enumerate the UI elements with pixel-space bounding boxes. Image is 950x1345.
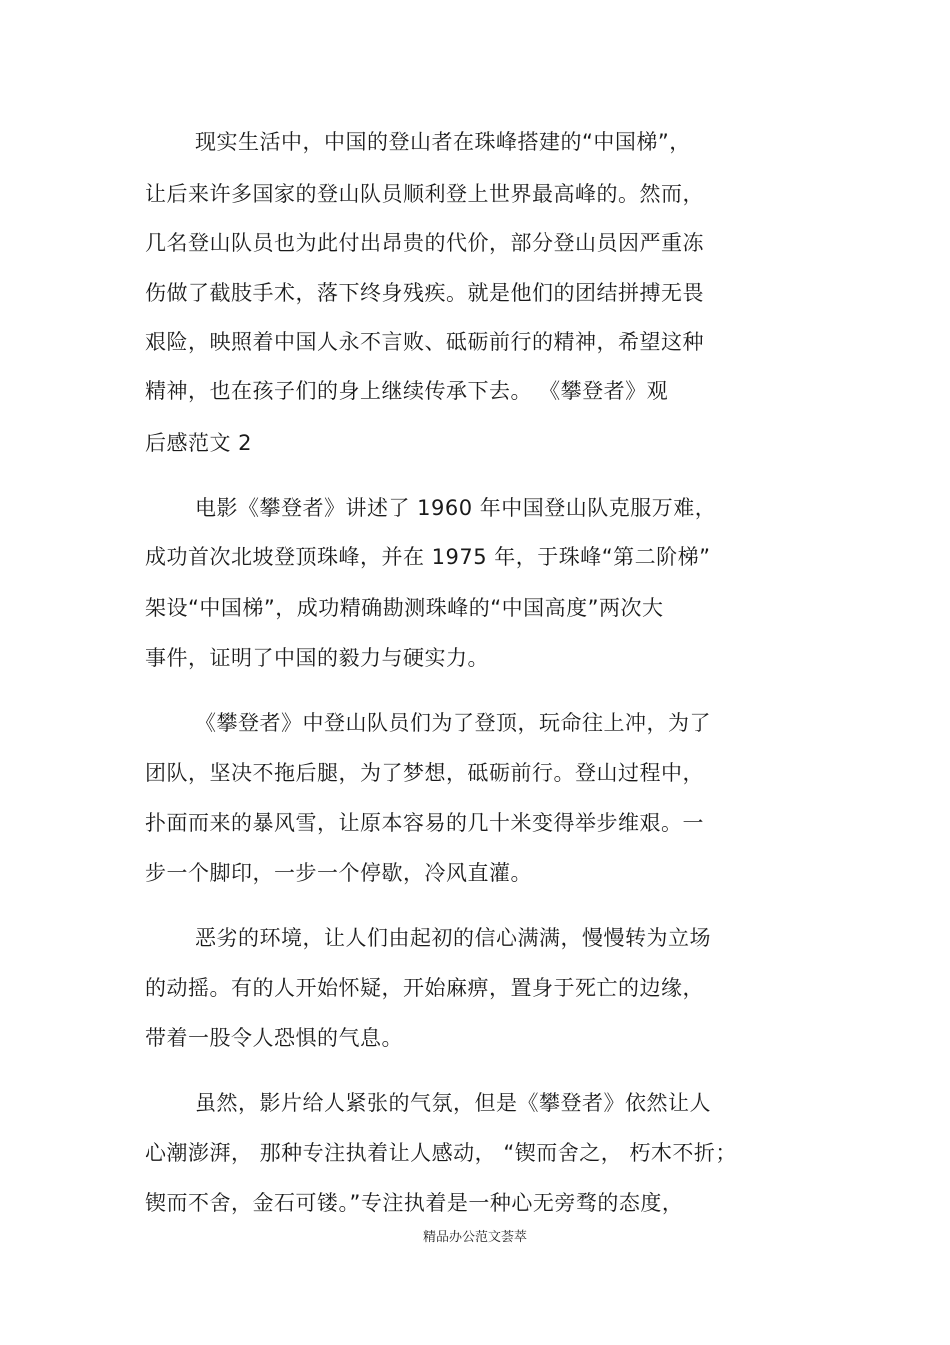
text-line: 几名登山队员也为此付出昂贵的代价，部分登山员因严重冻 [145,231,704,255]
text-line: 《攀登者》中登山队员们为了登顶，玩命往上冲，为了 [195,711,711,735]
text-line: 带着一股令人恐惧的气息。 [145,1026,403,1050]
text-line: 精神，也在孩子们的身上继续传承下去。 《攀登者》观 [145,379,669,403]
text-line: 的动摇。有的人开始怀疑，开始麻痹，置身于死亡的边缘， [145,976,704,1000]
text-line: 后感范文 2 [145,431,253,455]
text-line: 恶劣的环境，让人们由起初的信心满满，慢慢转为立场 [195,926,711,950]
text-line: 步一个脚印，一步一个停歇，冷风直灌。 [145,861,532,885]
text-line: 成功首次北坡登顶珠峰，并在 1975 年，于珠峰“第二阶梯” [145,545,711,569]
text-line: 心潮澎湃， 那种专注执着让人感动， “锲而舍之， 朽木不折； [145,1141,737,1165]
page-footer: 精品办公范文荟萃 [422,1230,527,1245]
text-line: 让后来许多国家的登山队员顺利登上世界最高峰的。然而， [145,182,704,206]
text-line: 团队，坚决不拖后腿，为了梦想，砥砺前行。登山过程中， [145,761,704,785]
text-line: 伤做了截肢手术，落下终身残疾。就是他们的团结拼搏无畏 [145,281,704,305]
text-line: 事件，证明了中国的毅力与硬实力。 [145,646,489,670]
text-line: 艰险，映照着中国人永不言败、砥砺前行的精神，希望这种 [145,330,704,354]
text-line: 锲而不舍，金石可镂。”专注执着是一种心无旁骛的态度， [145,1191,684,1215]
text-line: 扑面而来的暴风雪，让原本容易的几十米变得举步维艰。一 [145,811,704,835]
text-line: 电影《攀登者》讲述了 1960 年中国登山队克服万难， [195,496,717,520]
text-line: 虽然，影片给人紧张的气氛，但是《攀登者》依然让人 [195,1091,711,1115]
text-line: 现实生活中，中国的登山者在珠峰搭建的“中国梯”， [195,130,691,154]
text-line: 架设“中国梯”，成功精确勘测珠峰的“中国高度”两次大 [145,596,664,620]
